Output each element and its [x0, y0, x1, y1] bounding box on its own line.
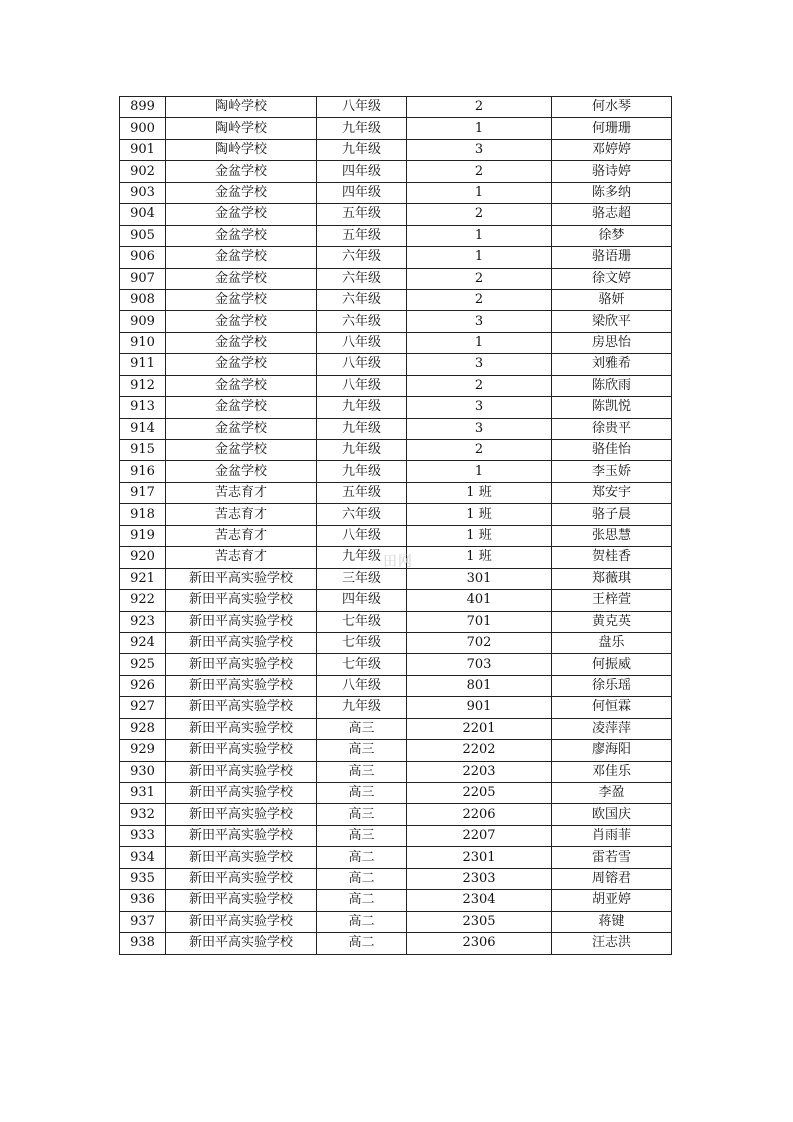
school-name-cell: 新田平高实验学校: [166, 847, 317, 868]
table-row: [120, 97, 672, 118]
student-name-cell: 徐贵平: [552, 418, 672, 439]
class-cell: 3: [407, 418, 552, 439]
grade-cell: 九年级: [317, 139, 407, 160]
row-number-cell: 929: [120, 740, 166, 761]
class-cell: 1 班: [407, 547, 552, 568]
school-name-cell: 新田平高实验学校: [166, 697, 317, 718]
grade-cell: 四年级: [317, 590, 407, 611]
school-name-cell: 新田平高实验学校: [166, 933, 317, 954]
student-name-cell: 李盈: [552, 783, 672, 804]
class-cell: 2: [407, 268, 552, 289]
class-cell: 2: [407, 204, 552, 225]
row-number-cell: 922: [120, 590, 166, 611]
table-row: [120, 611, 672, 632]
school-name-cell: 陶岭学校: [166, 97, 317, 118]
class-cell: 901: [407, 697, 552, 718]
student-name-cell: 何水琴: [552, 97, 672, 118]
grade-cell: 高二: [317, 911, 407, 932]
grade-cell: 高二: [317, 933, 407, 954]
class-cell: 2203: [407, 761, 552, 782]
table-row: [120, 311, 672, 332]
row-number-cell: 916: [120, 461, 166, 482]
student-name-cell: 郑薇琪: [552, 568, 672, 589]
school-name-cell: 金盆学校: [166, 182, 317, 203]
school-name-cell: 金盆学校: [166, 204, 317, 225]
grade-cell: 高二: [317, 868, 407, 889]
school-name-cell: 苦志育才: [166, 547, 317, 568]
student-name-cell: 肖雨菲: [552, 825, 672, 846]
table-row: [120, 890, 672, 911]
school-name-cell: 金盆学校: [166, 440, 317, 461]
table-row: [120, 268, 672, 289]
table-row: [120, 225, 672, 246]
student-name-cell: 徐乐瑶: [552, 675, 672, 696]
school-name-cell: 金盆学校: [166, 418, 317, 439]
row-number-cell: 907: [120, 268, 166, 289]
row-number-cell: 913: [120, 397, 166, 418]
class-cell: 1: [407, 118, 552, 139]
school-name-cell: 金盆学校: [166, 375, 317, 396]
row-number-cell: 908: [120, 289, 166, 310]
table-row: [120, 375, 672, 396]
watermark: 田网: [383, 554, 413, 570]
table-row: [120, 911, 672, 932]
row-number-cell: 938: [120, 933, 166, 954]
school-name-cell: 陶岭学校: [166, 118, 317, 139]
grade-cell: 九年级: [317, 440, 407, 461]
row-number-cell: 919: [120, 525, 166, 546]
table-row: [120, 118, 672, 139]
school-name-cell: 新田平高实验学校: [166, 825, 317, 846]
class-cell: 2202: [407, 740, 552, 761]
roster-body: [120, 97, 672, 955]
row-number-cell: 925: [120, 654, 166, 675]
row-number-cell: 918: [120, 504, 166, 525]
school-name-cell: 金盆学校: [166, 311, 317, 332]
student-name-cell: 李玉娇: [552, 461, 672, 482]
roster-table: [119, 96, 672, 955]
class-cell: 3: [407, 354, 552, 375]
grade-cell: 九年级: [317, 547, 407, 568]
row-number-cell: 901: [120, 139, 166, 160]
student-name-cell: 刘雅希: [552, 354, 672, 375]
class-cell: 3: [407, 397, 552, 418]
class-cell: 1: [407, 247, 552, 268]
school-name-cell: 金盆学校: [166, 354, 317, 375]
grade-cell: 四年级: [317, 182, 407, 203]
class-cell: 301: [407, 568, 552, 589]
grade-cell: 三年级: [317, 568, 407, 589]
table-row: [120, 482, 672, 503]
row-number-cell: 924: [120, 632, 166, 653]
grade-cell: 五年级: [317, 204, 407, 225]
student-name-cell: 凌萍萍: [552, 718, 672, 739]
student-name-cell: 房思怡: [552, 332, 672, 353]
student-name-cell: 王梓萱: [552, 590, 672, 611]
grade-cell: 七年级: [317, 654, 407, 675]
grade-cell: 六年级: [317, 289, 407, 310]
row-number-cell: 915: [120, 440, 166, 461]
table-row: [120, 568, 672, 589]
school-name-cell: 新田平高实验学校: [166, 868, 317, 889]
row-number-cell: 926: [120, 675, 166, 696]
school-name-cell: 苦志育才: [166, 482, 317, 503]
student-name-cell: 梁欣平: [552, 311, 672, 332]
table-row: [120, 204, 672, 225]
school-name-cell: 新田平高实验学校: [166, 611, 317, 632]
row-number-cell: 905: [120, 225, 166, 246]
table-row: [120, 761, 672, 782]
school-name-cell: 新田平高实验学校: [166, 718, 317, 739]
row-number-cell: 917: [120, 482, 166, 503]
student-name-cell: 陈多纳: [552, 182, 672, 203]
table-row: [120, 933, 672, 954]
table-row: [120, 654, 672, 675]
school-name-cell: 金盆学校: [166, 225, 317, 246]
school-name-cell: 新田平高实验学校: [166, 761, 317, 782]
grade-cell: 高三: [317, 761, 407, 782]
row-number-cell: 921: [120, 568, 166, 589]
row-number-cell: 923: [120, 611, 166, 632]
student-name-cell: 盘乐: [552, 632, 672, 653]
grade-cell: 八年级: [317, 97, 407, 118]
grade-cell: 高三: [317, 740, 407, 761]
table-row: [120, 332, 672, 353]
table-row: [120, 825, 672, 846]
row-number-cell: 900: [120, 118, 166, 139]
grade-cell: 六年级: [317, 268, 407, 289]
class-cell: 3: [407, 139, 552, 160]
grade-cell: 九年级: [317, 697, 407, 718]
row-number-cell: 928: [120, 718, 166, 739]
table-row: [120, 632, 672, 653]
class-cell: 2206: [407, 804, 552, 825]
class-cell: 2: [407, 289, 552, 310]
school-name-cell: 金盆学校: [166, 461, 317, 482]
student-name-cell: 郑安宇: [552, 482, 672, 503]
class-cell: 2: [407, 97, 552, 118]
student-name-cell: 何振威: [552, 654, 672, 675]
table-row: [120, 247, 672, 268]
class-cell: 2207: [407, 825, 552, 846]
school-name-cell: 新田平高实验学校: [166, 590, 317, 611]
student-name-cell: 邓婷婷: [552, 139, 672, 160]
grade-cell: 八年级: [317, 675, 407, 696]
table-row: [120, 675, 672, 696]
grade-cell: 高二: [317, 847, 407, 868]
class-cell: 3: [407, 311, 552, 332]
row-number-cell: 912: [120, 375, 166, 396]
class-cell: 2: [407, 375, 552, 396]
school-name-cell: 金盆学校: [166, 161, 317, 182]
student-name-cell: 欧国庆: [552, 804, 672, 825]
student-name-cell: 周镕君: [552, 868, 672, 889]
grade-cell: 八年级: [317, 354, 407, 375]
class-cell: 1 班: [407, 482, 552, 503]
table-row: [120, 161, 672, 182]
grade-cell: 六年级: [317, 504, 407, 525]
grade-cell: 高三: [317, 783, 407, 804]
school-name-cell: 新田平高实验学校: [166, 911, 317, 932]
school-name-cell: 新田平高实验学校: [166, 675, 317, 696]
class-cell: 2304: [407, 890, 552, 911]
school-name-cell: 金盆学校: [166, 397, 317, 418]
row-number-cell: 934: [120, 847, 166, 868]
table-row: [120, 354, 672, 375]
class-cell: 2201: [407, 718, 552, 739]
student-name-cell: 骆诗婷: [552, 161, 672, 182]
school-name-cell: 新田平高实验学校: [166, 568, 317, 589]
row-number-cell: 899: [120, 97, 166, 118]
grade-cell: 高三: [317, 804, 407, 825]
row-number-cell: 930: [120, 761, 166, 782]
table-row: [120, 504, 672, 525]
class-cell: 2305: [407, 911, 552, 932]
school-name-cell: 苦志育才: [166, 525, 317, 546]
table-row: [120, 397, 672, 418]
row-number-cell: 904: [120, 204, 166, 225]
table-row: [120, 418, 672, 439]
class-cell: 1: [407, 225, 552, 246]
class-cell: 2306: [407, 933, 552, 954]
grade-cell: 高三: [317, 718, 407, 739]
row-number-cell: 920: [120, 547, 166, 568]
table-row: [120, 139, 672, 160]
student-name-cell: 邓佳乐: [552, 761, 672, 782]
class-cell: 2: [407, 440, 552, 461]
class-cell: 1 班: [407, 504, 552, 525]
class-cell: 703: [407, 654, 552, 675]
school-name-cell: 金盆学校: [166, 332, 317, 353]
table-row: [120, 182, 672, 203]
table-row: [120, 804, 672, 825]
row-number-cell: 903: [120, 182, 166, 203]
row-number-cell: 927: [120, 697, 166, 718]
row-number-cell: 911: [120, 354, 166, 375]
table-row: [120, 525, 672, 546]
row-number-cell: 910: [120, 332, 166, 353]
school-name-cell: 新田平高实验学校: [166, 740, 317, 761]
grade-cell: 七年级: [317, 611, 407, 632]
student-name-cell: 徐梦: [552, 225, 672, 246]
grade-cell: 五年级: [317, 225, 407, 246]
class-cell: 2303: [407, 868, 552, 889]
grade-cell: 八年级: [317, 525, 407, 546]
student-name-cell: 胡亚婷: [552, 890, 672, 911]
student-name-cell: 汪志洪: [552, 933, 672, 954]
school-name-cell: 新田平高实验学校: [166, 783, 317, 804]
table-row: [120, 868, 672, 889]
row-number-cell: 935: [120, 868, 166, 889]
student-name-cell: 骆志超: [552, 204, 672, 225]
table-row: [120, 847, 672, 868]
school-name-cell: 金盆学校: [166, 289, 317, 310]
class-cell: 702: [407, 632, 552, 653]
school-name-cell: 金盆学校: [166, 268, 317, 289]
student-name-cell: 骆语珊: [552, 247, 672, 268]
school-name-cell: 新田平高实验学校: [166, 632, 317, 653]
grade-cell: 四年级: [317, 161, 407, 182]
table-row: [120, 289, 672, 310]
row-number-cell: 937: [120, 911, 166, 932]
table-row: [120, 783, 672, 804]
student-name-cell: 雷若雪: [552, 847, 672, 868]
student-name-cell: 陈凯悦: [552, 397, 672, 418]
student-name-cell: 廖海阳: [552, 740, 672, 761]
grade-cell: 九年级: [317, 418, 407, 439]
grade-cell: 高三: [317, 825, 407, 846]
school-name-cell: 新田平高实验学校: [166, 804, 317, 825]
school-name-cell: 新田平高实验学校: [166, 890, 317, 911]
school-name-cell: 新田平高实验学校: [166, 654, 317, 675]
grade-cell: 九年级: [317, 118, 407, 139]
table-row: [120, 697, 672, 718]
grade-cell: 八年级: [317, 375, 407, 396]
row-number-cell: 932: [120, 804, 166, 825]
grade-cell: 高二: [317, 890, 407, 911]
student-name-cell: 骆佳怡: [552, 440, 672, 461]
student-name-cell: 徐文婷: [552, 268, 672, 289]
class-cell: 401: [407, 590, 552, 611]
row-number-cell: 902: [120, 161, 166, 182]
school-name-cell: 苦志育才: [166, 504, 317, 525]
student-name-cell: 陈欣雨: [552, 375, 672, 396]
grade-cell: 七年级: [317, 632, 407, 653]
student-name-cell: 何恒霖: [552, 697, 672, 718]
table-row: [120, 440, 672, 461]
student-name-cell: 黄克英: [552, 611, 672, 632]
student-name-cell: 张思慧: [552, 525, 672, 546]
row-number-cell: 933: [120, 825, 166, 846]
grade-cell: 九年级: [317, 461, 407, 482]
class-cell: 1 班: [407, 525, 552, 546]
class-cell: 1: [407, 332, 552, 353]
grade-cell: 六年级: [317, 247, 407, 268]
class-cell: 2: [407, 161, 552, 182]
student-name-cell: 骆子晨: [552, 504, 672, 525]
row-number-cell: 914: [120, 418, 166, 439]
school-name-cell: 金盆学校: [166, 247, 317, 268]
row-number-cell: 909: [120, 311, 166, 332]
student-name-cell: 贺桂香: [552, 547, 672, 568]
row-number-cell: 906: [120, 247, 166, 268]
school-name-cell: 陶岭学校: [166, 139, 317, 160]
class-cell: 2301: [407, 847, 552, 868]
student-name-cell: 骆妍: [552, 289, 672, 310]
grade-cell: 八年级: [317, 332, 407, 353]
grade-cell: 五年级: [317, 482, 407, 503]
table-row: [120, 718, 672, 739]
student-name-cell: 蒋键: [552, 911, 672, 932]
grade-cell: 九年级: [317, 397, 407, 418]
class-cell: 801: [407, 675, 552, 696]
class-cell: 2205: [407, 783, 552, 804]
row-number-cell: 931: [120, 783, 166, 804]
table-row: [120, 590, 672, 611]
table-row: [120, 461, 672, 482]
table-row: [120, 740, 672, 761]
student-name-cell: 何珊珊: [552, 118, 672, 139]
class-cell: 1: [407, 461, 552, 482]
class-cell: 701: [407, 611, 552, 632]
row-number-cell: 936: [120, 890, 166, 911]
class-cell: 1: [407, 182, 552, 203]
grade-cell: 六年级: [317, 311, 407, 332]
